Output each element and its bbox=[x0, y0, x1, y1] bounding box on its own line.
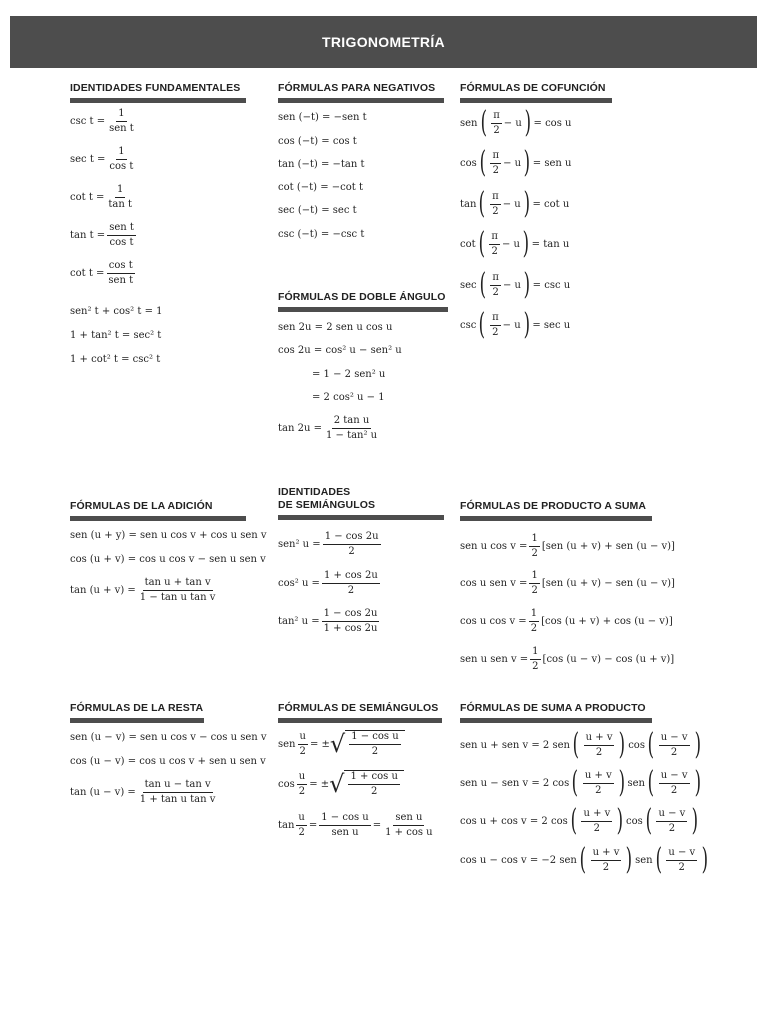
formula: sen u sen v = $\frac{1}{2}$ [cos (u − v) − cos (u + v)] bbox=[460, 646, 675, 672]
formula: sen (−t) = −sen t bbox=[278, 112, 367, 123]
formula: cos $\frac{u}{2}$ = ± √ $\frac{\text{1 + cos u}}{2}$ bbox=[278, 770, 404, 798]
formula: csc ( $\frac{\pi}{2}$ − u ) = sec u bbox=[460, 307, 571, 342]
formula: 1 + tan² t = sec² t bbox=[70, 330, 162, 341]
sqrt: √ $\frac{\text{1 − cos u}}{2}$ bbox=[330, 730, 405, 758]
formula: tan (u + v) = $\frac{\text{tan u + tan v}}{\text{1 − tan u tan v}}$ bbox=[70, 577, 216, 603]
formula: sen $\frac{u}{2}$ = ± √ $\frac{\text{1 − cos u}}{2}$ bbox=[278, 730, 405, 758]
section-heading: FÓRMULAS DE DOBLE ÁNGULO bbox=[278, 291, 448, 312]
section-heading: FÓRMULAS DE LA ADICIÓN bbox=[70, 500, 246, 521]
section-resta bbox=[70, 702, 267, 822]
formula: = 2 cos² u − 1 bbox=[312, 392, 385, 403]
formula: sen (u + y) = sen u cos v + cos u sen v bbox=[70, 530, 267, 541]
section-doble-angulo bbox=[278, 291, 448, 451]
formula: sec (−t) = sec t bbox=[278, 205, 357, 216]
section-heading: IDENTIDADES FUNDAMENTALES bbox=[70, 82, 246, 103]
formula: tan t = $\frac{\text{sen t}}{\text{cos t}}$ bbox=[70, 222, 134, 248]
formula: cos u sen v = $\frac{1}{2}$ [sen (u + v) − sen (u − v)] bbox=[460, 570, 675, 596]
formula: cos (−t) = cos t bbox=[278, 136, 357, 147]
section-suma-a-producto bbox=[460, 702, 709, 892]
formula: cot ( $\frac{\pi}{2}$ − u ) = tan u bbox=[460, 226, 570, 261]
formula: sen² u = $\frac{1 - \cos 2u}{2}$ bbox=[278, 531, 379, 557]
formula: sec t = $\frac{1}{\text{cos t}}$ bbox=[70, 146, 134, 172]
formula: cos u + cos v = 2 cos ( $\frac{u + v}{2}$ ) cos ( $\frac{u - v}{2}$ ) bbox=[460, 803, 699, 838]
formula: 1 + cot² t = csc² t bbox=[70, 354, 161, 365]
section-producto-a-suma bbox=[460, 500, 675, 680]
formula: cos 2u = cos² u − sen² u bbox=[278, 345, 402, 356]
formula: cos (u + v) = cos u cos v − sen u sen v bbox=[70, 554, 266, 565]
formula: sen² t + cos² t = 1 bbox=[70, 306, 163, 317]
formula: tan (u − v) = $\frac{\text{tan u − tan v}}{\text{1 + tan u tan v}}$ bbox=[70, 779, 216, 805]
formula: cos ( $\frac{\pi}{2}$ − u ) = sen u bbox=[460, 145, 572, 180]
formula: sen u − sen v = 2 cos ( $\frac{u + v}{2}$ ) sen ( $\frac{u - v}{2}$ ) bbox=[460, 765, 701, 800]
section-heading: FÓRMULAS DE COFUNCIÓN bbox=[460, 82, 612, 103]
formula: = 1 − 2 sen² u bbox=[312, 369, 386, 380]
formula: csc t = $\frac{1}{\text{sen t}}$ bbox=[70, 108, 134, 134]
section-fundamentales bbox=[70, 82, 246, 382]
section-semiangulos bbox=[278, 702, 442, 852]
section-identidades-semiangulos bbox=[278, 486, 444, 646]
section-adicion bbox=[70, 500, 267, 620]
formula: sen u + sen v = 2 sen ( $\frac{u + v}{2}$ ) cos ( $\frac{u - v}{2}$ ) bbox=[460, 727, 701, 762]
section-heading: FÓRMULAS DE LA RESTA bbox=[70, 702, 204, 723]
formula: sen ( $\frac{\pi}{2}$ − u ) = cos u bbox=[460, 105, 572, 140]
section-heading: FÓRMULAS DE SUMA A PRODUCTO bbox=[460, 702, 652, 723]
formula: sen (u − v) = sen u cos v − cos u sen v bbox=[70, 732, 267, 743]
formula: cot t = $\frac{1}{\text{tan t}}$ bbox=[70, 184, 133, 210]
formula: sec ( $\frac{\pi}{2}$ − u ) = csc u bbox=[460, 267, 571, 302]
formula: cos (u − v) = cos u cos v + sen u sen v bbox=[70, 756, 266, 767]
formula: csc (−t) = −csc t bbox=[278, 229, 365, 240]
title-banner bbox=[10, 16, 757, 68]
formula: cos u − cos v = −2 sen ( $\frac{u + v}{2}$ ) sen ( $\frac{u - v}{2}$ ) bbox=[460, 842, 709, 877]
sqrt: √ $\frac{\text{1 + cos u}}{2}$ bbox=[329, 770, 404, 798]
section-heading: IDENTIDADES DE SEMIÁNGULOS bbox=[278, 486, 444, 520]
formula: sen u cos v = $\frac{1}{2}$ [sen (u + v) + sen (u − v)] bbox=[460, 533, 675, 559]
formula: tan ( $\frac{\pi}{2}$ − u ) = cot u bbox=[460, 186, 570, 221]
section-heading: FÓRMULAS DE SEMIÁNGULOS bbox=[278, 702, 442, 723]
page-title: TRIGONOMETRÍA bbox=[322, 34, 445, 50]
section-negativos bbox=[278, 82, 444, 252]
formula: tan $\frac{u}{2}$ = $\frac{\text{1 − cos u}}{\text{sen u}}$ = $\frac{\text{sen u}}{\text{1 + cos u}}$ bbox=[278, 812, 433, 838]
formula: cot t = $\frac{\text{cos t}}{\text{sen t}}$ bbox=[70, 260, 134, 286]
formula: cot (−t) = −cot t bbox=[278, 182, 363, 193]
formula: cos u cos v = $\frac{1}{2}$ [cos (u + v) + cos (u − v)] bbox=[460, 608, 673, 634]
formula: tan² u = $\frac{1 - \cos 2u}{1 + \cos 2u}$ bbox=[278, 608, 378, 634]
formula: sen 2u = 2 sen u cos u bbox=[278, 322, 393, 333]
section-heading: FÓRMULAS PARA NEGATIVOS bbox=[278, 82, 444, 103]
formula: cos² u = $\frac{1 + \cos 2u}{2}$ bbox=[278, 570, 378, 596]
formula: tan 2u = $\frac{\text{2 tan u}}{\text{1 − tan² u}}$ bbox=[278, 415, 378, 441]
section-heading: FÓRMULAS DE PRODUCTO A SUMA bbox=[460, 500, 652, 521]
section-cofuncion bbox=[460, 82, 612, 362]
formula: tan (−t) = −tan t bbox=[278, 159, 365, 170]
